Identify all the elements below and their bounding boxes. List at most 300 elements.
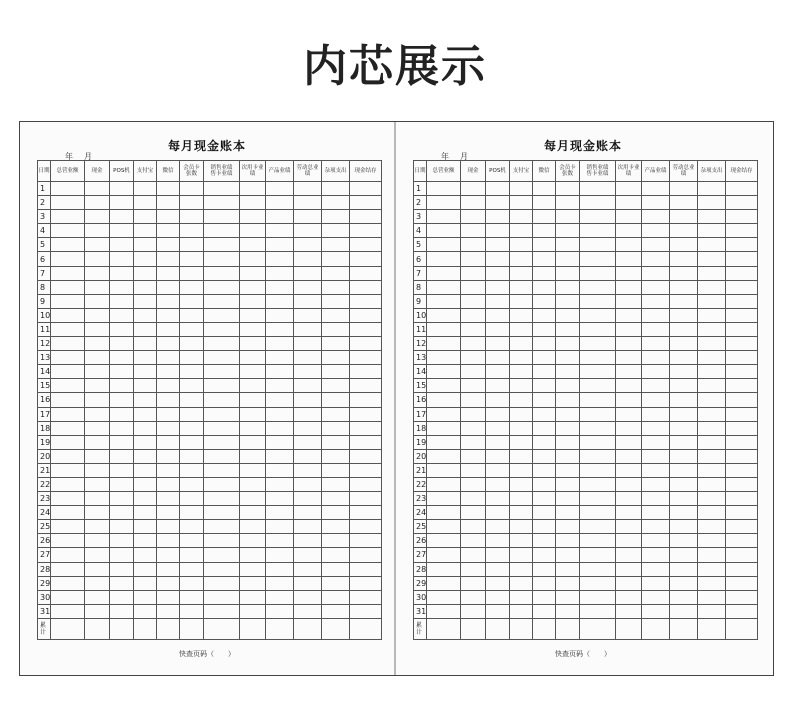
entry-cell[interactable] (85, 407, 110, 421)
entry-cell[interactable] (510, 576, 533, 590)
entry-cell[interactable] (266, 506, 294, 520)
entry-cell[interactable] (85, 562, 110, 576)
entry-cell[interactable] (110, 182, 134, 196)
entry-cell[interactable] (134, 590, 157, 604)
entry-cell[interactable] (642, 604, 670, 618)
entry-cell[interactable] (726, 322, 758, 336)
entry-cell[interactable] (51, 224, 85, 238)
entry-cell[interactable] (294, 576, 322, 590)
entry-cell[interactable] (110, 435, 134, 449)
entry-cell[interactable] (180, 463, 204, 477)
entry-cell[interactable] (180, 407, 204, 421)
entry-cell[interactable] (698, 393, 726, 407)
entry-cell[interactable] (134, 365, 157, 379)
entry-cell[interactable] (670, 576, 698, 590)
entry-cell[interactable] (51, 407, 85, 421)
entry-cell[interactable] (556, 266, 580, 280)
entry-cell[interactable] (698, 548, 726, 562)
entry-cell[interactable] (110, 365, 134, 379)
entry-cell[interactable] (698, 534, 726, 548)
entry-cell[interactable] (157, 224, 180, 238)
entry-cell[interactable] (556, 435, 580, 449)
entry-cell[interactable] (134, 520, 157, 534)
entry-cell[interactable] (486, 477, 510, 491)
entry-cell[interactable] (204, 407, 240, 421)
entry-cell[interactable] (157, 337, 180, 351)
entry-cell[interactable] (427, 590, 461, 604)
entry-cell[interactable] (134, 210, 157, 224)
entry-cell[interactable] (616, 576, 642, 590)
entry-cell[interactable] (510, 590, 533, 604)
entry-cell[interactable] (134, 280, 157, 294)
entry-cell[interactable] (427, 562, 461, 576)
entry-cell[interactable] (266, 548, 294, 562)
entry-cell[interactable] (180, 224, 204, 238)
entry-cell[interactable] (486, 590, 510, 604)
entry-cell[interactable] (427, 492, 461, 506)
total-cell[interactable] (486, 618, 510, 639)
entry-cell[interactable] (556, 196, 580, 210)
entry-cell[interactable] (486, 492, 510, 506)
entry-cell[interactable] (461, 492, 486, 506)
entry-cell[interactable] (556, 238, 580, 252)
entry-cell[interactable] (580, 266, 616, 280)
entry-cell[interactable] (134, 238, 157, 252)
entry-cell[interactable] (157, 421, 180, 435)
total-cell[interactable] (427, 618, 461, 639)
entry-cell[interactable] (266, 590, 294, 604)
entry-cell[interactable] (461, 393, 486, 407)
entry-cell[interactable] (350, 196, 382, 210)
entry-cell[interactable] (556, 421, 580, 435)
entry-cell[interactable] (616, 210, 642, 224)
entry-cell[interactable] (294, 196, 322, 210)
entry-cell[interactable] (698, 196, 726, 210)
entry-cell[interactable] (85, 294, 110, 308)
entry-cell[interactable] (580, 238, 616, 252)
entry-cell[interactable] (698, 365, 726, 379)
entry-cell[interactable] (670, 393, 698, 407)
entry-cell[interactable] (510, 308, 533, 322)
entry-cell[interactable] (580, 463, 616, 477)
entry-cell[interactable] (616, 294, 642, 308)
entry-cell[interactable] (698, 520, 726, 534)
total-cell[interactable] (533, 618, 556, 639)
entry-cell[interactable] (294, 322, 322, 336)
entry-cell[interactable] (580, 322, 616, 336)
entry-cell[interactable] (726, 492, 758, 506)
entry-cell[interactable] (240, 379, 266, 393)
entry-cell[interactable] (642, 351, 670, 365)
entry-cell[interactable] (266, 449, 294, 463)
entry-cell[interactable] (726, 294, 758, 308)
entry-cell[interactable] (322, 477, 350, 491)
entry-cell[interactable] (616, 492, 642, 506)
entry-cell[interactable] (698, 463, 726, 477)
entry-cell[interactable] (510, 210, 533, 224)
entry-cell[interactable] (350, 351, 382, 365)
entry-cell[interactable] (85, 576, 110, 590)
entry-cell[interactable] (698, 576, 726, 590)
entry-cell[interactable] (461, 520, 486, 534)
entry-cell[interactable] (580, 520, 616, 534)
entry-cell[interactable] (616, 477, 642, 491)
entry-cell[interactable] (461, 590, 486, 604)
entry-cell[interactable] (322, 351, 350, 365)
entry-cell[interactable] (616, 534, 642, 548)
entry-cell[interactable] (204, 520, 240, 534)
entry-cell[interactable] (698, 590, 726, 604)
entry-cell[interactable] (266, 421, 294, 435)
entry-cell[interactable] (180, 266, 204, 280)
entry-cell[interactable] (85, 322, 110, 336)
entry-cell[interactable] (461, 322, 486, 336)
entry-cell[interactable] (616, 308, 642, 322)
total-cell[interactable] (670, 618, 698, 639)
entry-cell[interactable] (670, 196, 698, 210)
entry-cell[interactable] (266, 435, 294, 449)
entry-cell[interactable] (670, 604, 698, 618)
entry-cell[interactable] (510, 506, 533, 520)
entry-cell[interactable] (698, 280, 726, 294)
entry-cell[interactable] (461, 463, 486, 477)
entry-cell[interactable] (486, 421, 510, 435)
entry-cell[interactable] (240, 308, 266, 322)
entry-cell[interactable] (427, 308, 461, 322)
entry-cell[interactable] (670, 210, 698, 224)
entry-cell[interactable] (461, 365, 486, 379)
entry-cell[interactable] (616, 182, 642, 196)
entry-cell[interactable] (642, 534, 670, 548)
entry-cell[interactable] (204, 463, 240, 477)
entry-cell[interactable] (85, 365, 110, 379)
entry-cell[interactable] (698, 435, 726, 449)
entry-cell[interactable] (510, 196, 533, 210)
entry-cell[interactable] (110, 379, 134, 393)
entry-cell[interactable] (157, 294, 180, 308)
entry-cell[interactable] (51, 548, 85, 562)
entry-cell[interactable] (322, 393, 350, 407)
entry-cell[interactable] (134, 182, 157, 196)
entry-cell[interactable] (110, 562, 134, 576)
entry-cell[interactable] (240, 421, 266, 435)
entry-cell[interactable] (427, 266, 461, 280)
entry-cell[interactable] (134, 604, 157, 618)
total-cell[interactable] (266, 618, 294, 639)
entry-cell[interactable] (533, 492, 556, 506)
entry-cell[interactable] (110, 393, 134, 407)
total-cell[interactable] (180, 618, 204, 639)
entry-cell[interactable] (51, 435, 85, 449)
entry-cell[interactable] (85, 463, 110, 477)
entry-cell[interactable] (204, 280, 240, 294)
entry-cell[interactable] (240, 506, 266, 520)
entry-cell[interactable] (204, 322, 240, 336)
entry-cell[interactable] (157, 280, 180, 294)
entry-cell[interactable] (556, 576, 580, 590)
entry-cell[interactable] (180, 421, 204, 435)
entry-cell[interactable] (486, 548, 510, 562)
entry-cell[interactable] (642, 407, 670, 421)
entry-cell[interactable] (204, 421, 240, 435)
entry-cell[interactable] (726, 576, 758, 590)
entry-cell[interactable] (510, 435, 533, 449)
entry-cell[interactable] (204, 351, 240, 365)
entry-cell[interactable] (580, 548, 616, 562)
entry-cell[interactable] (427, 506, 461, 520)
entry-cell[interactable] (427, 520, 461, 534)
entry-cell[interactable] (726, 506, 758, 520)
entry-cell[interactable] (670, 351, 698, 365)
entry-cell[interactable] (616, 196, 642, 210)
entry-cell[interactable] (294, 548, 322, 562)
entry-cell[interactable] (486, 266, 510, 280)
entry-cell[interactable] (616, 421, 642, 435)
entry-cell[interactable] (322, 196, 350, 210)
entry-cell[interactable] (670, 477, 698, 491)
entry-cell[interactable] (85, 252, 110, 266)
entry-cell[interactable] (204, 562, 240, 576)
entry-cell[interactable] (204, 210, 240, 224)
entry-cell[interactable] (698, 294, 726, 308)
total-cell[interactable] (110, 618, 134, 639)
entry-cell[interactable] (698, 379, 726, 393)
entry-cell[interactable] (266, 604, 294, 618)
entry-cell[interactable] (486, 463, 510, 477)
entry-cell[interactable] (240, 393, 266, 407)
entry-cell[interactable] (180, 210, 204, 224)
entry-cell[interactable] (533, 224, 556, 238)
entry-cell[interactable] (204, 238, 240, 252)
entry-cell[interactable] (322, 266, 350, 280)
entry-cell[interactable] (294, 393, 322, 407)
entry-cell[interactable] (51, 534, 85, 548)
entry-cell[interactable] (85, 393, 110, 407)
entry-cell[interactable] (204, 477, 240, 491)
entry-cell[interactable] (134, 224, 157, 238)
entry-cell[interactable] (240, 182, 266, 196)
entry-cell[interactable] (461, 210, 486, 224)
entry-cell[interactable] (322, 407, 350, 421)
entry-cell[interactable] (110, 322, 134, 336)
entry-cell[interactable] (580, 407, 616, 421)
entry-cell[interactable] (51, 182, 85, 196)
entry-cell[interactable] (204, 506, 240, 520)
entry-cell[interactable] (134, 393, 157, 407)
entry-cell[interactable] (461, 506, 486, 520)
entry-cell[interactable] (294, 308, 322, 322)
entry-cell[interactable] (580, 421, 616, 435)
entry-cell[interactable] (180, 280, 204, 294)
entry-cell[interactable] (642, 182, 670, 196)
entry-cell[interactable] (240, 351, 266, 365)
entry-cell[interactable] (510, 379, 533, 393)
entry-cell[interactable] (240, 280, 266, 294)
entry-cell[interactable] (110, 534, 134, 548)
entry-cell[interactable] (157, 506, 180, 520)
entry-cell[interactable] (642, 435, 670, 449)
entry-cell[interactable] (157, 322, 180, 336)
entry-cell[interactable] (427, 252, 461, 266)
entry-cell[interactable] (350, 576, 382, 590)
entry-cell[interactable] (616, 266, 642, 280)
entry-cell[interactable] (110, 576, 134, 590)
entry-cell[interactable] (726, 449, 758, 463)
entry-cell[interactable] (134, 407, 157, 421)
entry-cell[interactable] (642, 393, 670, 407)
entry-cell[interactable] (180, 576, 204, 590)
entry-cell[interactable] (486, 365, 510, 379)
entry-cell[interactable] (322, 294, 350, 308)
entry-cell[interactable] (556, 520, 580, 534)
entry-cell[interactable] (350, 266, 382, 280)
entry-cell[interactable] (461, 182, 486, 196)
entry-cell[interactable] (427, 604, 461, 618)
entry-cell[interactable] (350, 492, 382, 506)
entry-cell[interactable] (180, 337, 204, 351)
entry-cell[interactable] (350, 308, 382, 322)
entry-cell[interactable] (556, 224, 580, 238)
entry-cell[interactable] (110, 238, 134, 252)
entry-cell[interactable] (427, 393, 461, 407)
entry-cell[interactable] (533, 421, 556, 435)
entry-cell[interactable] (556, 534, 580, 548)
entry-cell[interactable] (427, 477, 461, 491)
entry-cell[interactable] (616, 238, 642, 252)
entry-cell[interactable] (670, 590, 698, 604)
entry-cell[interactable] (157, 379, 180, 393)
entry-cell[interactable] (698, 477, 726, 491)
entry-cell[interactable] (670, 308, 698, 322)
entry-cell[interactable] (51, 379, 85, 393)
entry-cell[interactable] (616, 435, 642, 449)
entry-cell[interactable] (533, 365, 556, 379)
entry-cell[interactable] (556, 506, 580, 520)
entry-cell[interactable] (533, 576, 556, 590)
entry-cell[interactable] (510, 449, 533, 463)
entry-cell[interactable] (726, 252, 758, 266)
entry-cell[interactable] (266, 224, 294, 238)
entry-cell[interactable] (240, 224, 266, 238)
entry-cell[interactable] (556, 280, 580, 294)
entry-cell[interactable] (642, 308, 670, 322)
entry-cell[interactable] (240, 196, 266, 210)
entry-cell[interactable] (670, 365, 698, 379)
entry-cell[interactable] (642, 548, 670, 562)
entry-cell[interactable] (240, 337, 266, 351)
entry-cell[interactable] (556, 449, 580, 463)
entry-cell[interactable] (556, 590, 580, 604)
entry-cell[interactable] (240, 365, 266, 379)
entry-cell[interactable] (556, 308, 580, 322)
entry-cell[interactable] (642, 477, 670, 491)
entry-cell[interactable] (642, 590, 670, 604)
entry-cell[interactable] (157, 548, 180, 562)
entry-cell[interactable] (350, 463, 382, 477)
entry-cell[interactable] (294, 351, 322, 365)
entry-cell[interactable] (85, 238, 110, 252)
entry-cell[interactable] (510, 294, 533, 308)
entry-cell[interactable] (616, 449, 642, 463)
entry-cell[interactable] (134, 449, 157, 463)
entry-cell[interactable] (698, 224, 726, 238)
entry-cell[interactable] (240, 534, 266, 548)
entry-cell[interactable] (134, 576, 157, 590)
entry-cell[interactable] (51, 477, 85, 491)
entry-cell[interactable] (322, 280, 350, 294)
entry-cell[interactable] (266, 182, 294, 196)
entry-cell[interactable] (240, 590, 266, 604)
entry-cell[interactable] (580, 393, 616, 407)
entry-cell[interactable] (134, 379, 157, 393)
entry-cell[interactable] (698, 337, 726, 351)
entry-cell[interactable] (486, 322, 510, 336)
entry-cell[interactable] (51, 365, 85, 379)
entry-cell[interactable] (533, 337, 556, 351)
entry-cell[interactable] (670, 562, 698, 576)
total-cell[interactable] (51, 618, 85, 639)
entry-cell[interactable] (486, 379, 510, 393)
entry-cell[interactable] (486, 280, 510, 294)
entry-cell[interactable] (427, 280, 461, 294)
entry-cell[interactable] (580, 224, 616, 238)
entry-cell[interactable] (322, 590, 350, 604)
entry-cell[interactable] (294, 266, 322, 280)
entry-cell[interactable] (134, 308, 157, 322)
entry-cell[interactable] (85, 492, 110, 506)
entry-cell[interactable] (698, 252, 726, 266)
entry-cell[interactable] (134, 562, 157, 576)
entry-cell[interactable] (294, 294, 322, 308)
entry-cell[interactable] (533, 308, 556, 322)
entry-cell[interactable] (642, 210, 670, 224)
entry-cell[interactable] (642, 492, 670, 506)
entry-cell[interactable] (134, 252, 157, 266)
entry-cell[interactable] (110, 294, 134, 308)
entry-cell[interactable] (642, 322, 670, 336)
entry-cell[interactable] (157, 365, 180, 379)
entry-cell[interactable] (427, 337, 461, 351)
entry-cell[interactable] (240, 435, 266, 449)
entry-cell[interactable] (670, 224, 698, 238)
entry-cell[interactable] (85, 520, 110, 534)
entry-cell[interactable] (204, 308, 240, 322)
entry-cell[interactable] (698, 492, 726, 506)
entry-cell[interactable] (616, 393, 642, 407)
entry-cell[interactable] (266, 308, 294, 322)
entry-cell[interactable] (670, 322, 698, 336)
entry-cell[interactable] (266, 534, 294, 548)
entry-cell[interactable] (180, 182, 204, 196)
entry-cell[interactable] (642, 252, 670, 266)
entry-cell[interactable] (510, 182, 533, 196)
entry-cell[interactable] (110, 477, 134, 491)
entry-cell[interactable] (85, 182, 110, 196)
entry-cell[interactable] (427, 449, 461, 463)
entry-cell[interactable] (670, 534, 698, 548)
entry-cell[interactable] (322, 252, 350, 266)
entry-cell[interactable] (157, 492, 180, 506)
entry-cell[interactable] (51, 266, 85, 280)
entry-cell[interactable] (556, 294, 580, 308)
entry-cell[interactable] (110, 210, 134, 224)
entry-cell[interactable] (726, 182, 758, 196)
entry-cell[interactable] (204, 337, 240, 351)
entry-cell[interactable] (266, 463, 294, 477)
entry-cell[interactable] (266, 322, 294, 336)
entry-cell[interactable] (350, 294, 382, 308)
entry-cell[interactable] (51, 463, 85, 477)
